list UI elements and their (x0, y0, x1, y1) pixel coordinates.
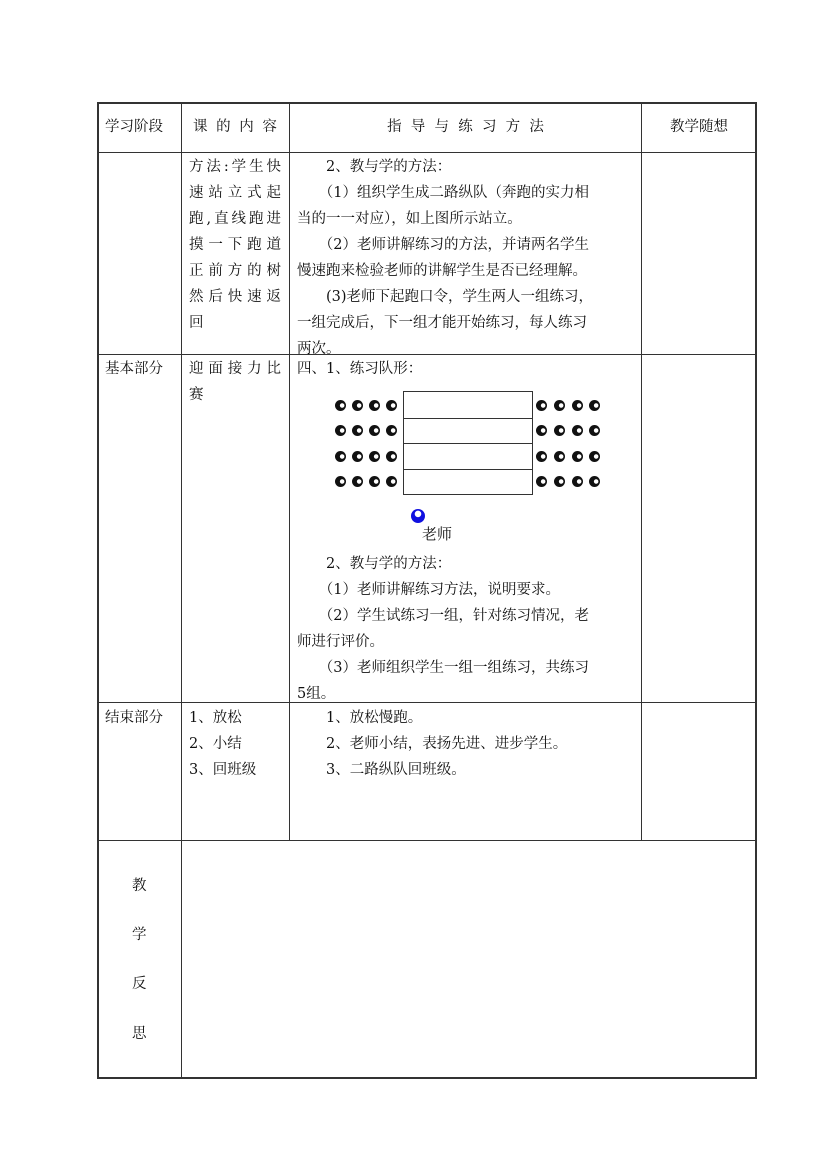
student-icon (554, 400, 565, 411)
student-icon (572, 400, 583, 411)
student-icon (536, 476, 547, 487)
table-border (97, 102, 757, 104)
student-icon (554, 451, 565, 462)
header-content: 课 的 内 容 (193, 119, 279, 135)
table-border (97, 1077, 757, 1079)
student-icon (572, 476, 583, 487)
table-border (755, 102, 757, 1079)
reflection-char: 反 (132, 976, 147, 992)
student-icon (554, 425, 565, 436)
student-icon (572, 425, 583, 436)
student-icon (589, 400, 600, 411)
student-icon (369, 425, 380, 436)
student-icon (386, 400, 397, 411)
row3-method: 1、放松慢跑。 2、老师小结，表扬先进、进步学生。 3、二路纵队回班级。 (297, 710, 568, 778)
student-icon (536, 400, 547, 411)
row1-content: 方法:学生快 速站立式起 跑,直线跑进 摸一下跑道 正前方的树 然后快速返 回 (189, 159, 281, 331)
reflection-char: 思 (132, 1026, 147, 1042)
student-icon (352, 400, 363, 411)
lane-line (404, 418, 532, 419)
student-icon (589, 425, 600, 436)
teacher-label: 老师 (422, 525, 453, 543)
student-icon (589, 451, 600, 462)
col-divider (289, 102, 290, 840)
student-icon (386, 425, 397, 436)
col-divider (641, 102, 642, 840)
reflection-char: 学 (132, 927, 147, 943)
row2-stage: 基本部分 (105, 361, 163, 377)
reflection-char: 教 (132, 878, 147, 894)
student-icon (335, 476, 346, 487)
lane-line (404, 469, 532, 470)
col-divider (181, 102, 182, 1079)
student-icon (352, 425, 363, 436)
student-icon (554, 476, 565, 487)
student-icon (536, 425, 547, 436)
student-icon (335, 400, 346, 411)
student-icon (386, 451, 397, 462)
row-divider (97, 152, 757, 153)
table-border (97, 102, 99, 1079)
student-icon (352, 451, 363, 462)
row3-content: 1、放松 2、小结 3、回班级 (189, 710, 257, 778)
row2-method-title: 四、1、练习队形： (297, 361, 423, 377)
student-icon (352, 476, 363, 487)
lane-line (404, 443, 532, 444)
student-icon (369, 400, 380, 411)
student-icon (386, 476, 397, 487)
header-stage: 学习阶段 (105, 119, 163, 135)
student-icon (369, 451, 380, 462)
header-notes: 教学随想 (670, 119, 728, 135)
student-icon (369, 476, 380, 487)
row2-content: 迎面接力比 赛 (189, 361, 281, 403)
header-method: 指 导 与 练 习 方 法 (387, 119, 544, 135)
row-divider (97, 840, 757, 841)
row2-method: 2、教与学的方法： （1）老师讲解练习方法，说明要求。 （2）学生试练习一组，针对练习情况，老 师进行评价。 （3）老师组织学生一组一组练习，共练习 5组。 (297, 556, 589, 702)
student-icon (536, 451, 547, 462)
row3-stage: 结束部分 (105, 710, 163, 726)
student-icon (572, 451, 583, 462)
row1-method: 2、教与学的方法： （1）组织学生成二路纵队（奔跑的实力相 当的一一对应），如上图所示站立。 （2）老师讲解练习的方法，并请两名学生 慢速跑来检验老师的讲解学生是否已经理解。 (3)老师下起跑口令，学生两人一组练习， 一组完成后，下一组才能开始练习，每人练习 两次。 (297, 159, 594, 357)
student-icon (335, 425, 346, 436)
student-icon (335, 451, 346, 462)
student-icon (589, 476, 600, 487)
